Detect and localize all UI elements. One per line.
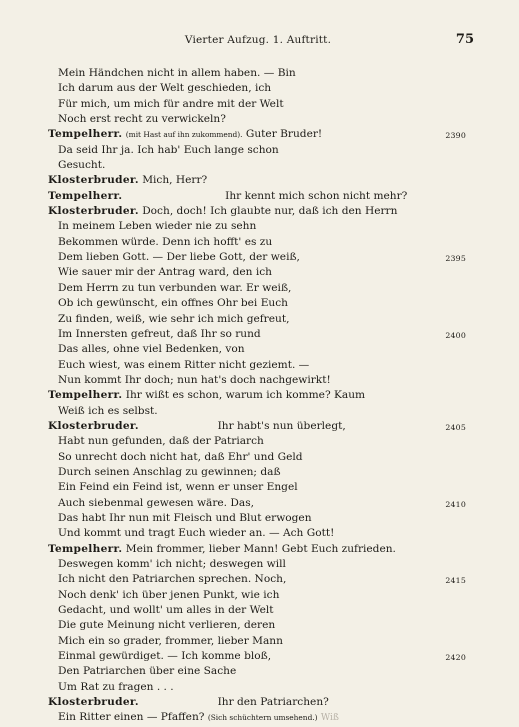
verse-line: Mich ein so grader, frommer, lieber Mann xyxy=(58,634,283,647)
running-head: Vierter Aufzug. 1. Auftritt. xyxy=(184,34,332,46)
verse-line: Durch seinen Anschlag zu gewinnen; daß xyxy=(58,465,281,478)
verse-line: Ich nicht den Patriarchen sprechen. Noch, 2415 xyxy=(48,572,468,587)
speaker-name: Tempelherr. xyxy=(48,389,123,402)
page-number: 75 xyxy=(455,32,474,47)
verse-line: Zu finden, weiß, wie sehr ich mich gefreut, xyxy=(58,312,290,325)
dialogue-text xyxy=(48,66,468,726)
speaker-name: Tempelherr. xyxy=(48,128,123,141)
verse-line: Gedacht, und wollt' um alles in der Welt xyxy=(58,604,274,617)
verse-line: Ein Ritter einen — Pfaffen? (Sich schüchtern umsehend.) Wiß xyxy=(58,711,339,724)
verse-line: Ich darum aus der Welt geschieden, ich xyxy=(58,82,272,95)
verse-line: Noch erst recht zu verwickeln? xyxy=(58,113,226,126)
line-number: 2395 xyxy=(445,254,466,264)
speaker-name: Klosterbruder. xyxy=(48,696,139,709)
verse-line: Deswegen komm' ich nicht; deswegen will xyxy=(58,558,286,570)
verse-line: In meinem Leben wieder nie zu sehn xyxy=(58,220,257,233)
verse-line: Und kommt und tragt Euch wieder an. — Ach Gott! xyxy=(58,527,335,540)
line-number: 2400 xyxy=(445,330,466,340)
verse-line: Bekommen würde. Denn ich hofft' es zu xyxy=(58,235,273,248)
stage-direction: (Sich schüchtern umsehend.) xyxy=(207,713,318,723)
speaker-name: Tempelherr. xyxy=(48,542,123,555)
verse-line: Das habt Ihr nun mit Fleisch und Blut erwogen xyxy=(58,511,312,524)
line-number: 2410 xyxy=(445,499,466,509)
line-number: 2390 xyxy=(445,131,466,141)
verse-line: Das alles, ohne viel Bedenken, von xyxy=(58,343,245,356)
verse-line: Mein Händchen nicht in allem haben. — Bin xyxy=(58,67,296,79)
speech-line: Tempelherr. Ihr kennt mich schon nicht mehr? xyxy=(48,189,408,202)
page-header xyxy=(48,32,474,50)
speech-line: Klosterbruder. Ihr den Patriarchen? xyxy=(48,696,329,709)
verse-line: Wie sauer mir der Antrag ward, den ich xyxy=(58,266,272,279)
speech-line: Tempelherr. (mit Hast auf ihn zukommend). Guter Bruder! 2390 xyxy=(48,127,468,142)
line-number: 2420 xyxy=(445,653,466,663)
verse-line: Da seid Ihr ja. Ich hab' Euch lange schon xyxy=(58,143,279,156)
faint-marginal-mark: Wiß xyxy=(320,713,339,724)
verse-line: Ob ich gewünscht, ein offnes Ohr bei Euch xyxy=(58,297,289,310)
speech-line: Tempelherr. Ihr wißt es schon, warum ich komme? Kaum xyxy=(48,389,366,402)
verse-line: Weiß ich es selbst. xyxy=(58,404,158,417)
speaker-name: Klosterbruder. xyxy=(48,174,139,187)
verse-line: Euch wiest, was einem Ritter nicht geziemt. — xyxy=(58,358,310,371)
verse-line: Nun kommt Ihr doch; nun hat's doch nachgewirkt! xyxy=(58,373,331,386)
verse-line: Noch denk' ich über jenen Punkt, wie ich xyxy=(58,588,280,601)
stage-direction: (mit Hast auf ihn zukommend). xyxy=(125,130,243,140)
speaker-name: Tempelherr. xyxy=(48,189,123,202)
verse-line: Um Rat zu fragen . . . xyxy=(58,680,174,693)
verse-line: So unrecht doch nicht hat, daß Ehr' und Geld xyxy=(58,450,303,463)
speech-line: Klosterbruder. Doch, doch! Ich glaubte nur, daß ich den Herrn xyxy=(48,205,398,218)
line-number: 2405 xyxy=(445,422,466,432)
verse-line: Gesucht. xyxy=(58,159,106,172)
speech-line: Klosterbruder. Ihr habt's nun überlegt, 2405 xyxy=(48,419,468,434)
speaker-name: Klosterbruder. xyxy=(48,205,139,218)
verse-line: Auch siebenmal gewesen wäre. Das, 2410 xyxy=(48,496,468,511)
speaker-name: Klosterbruder. xyxy=(48,419,139,432)
verse-line: Dem Herrn zu tun verbunden war. Er weiß, xyxy=(58,281,292,294)
speech-line: Klosterbruder. Mich, Herr? xyxy=(48,174,208,187)
verse-line: Dem lieben Gott. — Der liebe Gott, der weiß, 2395 xyxy=(48,250,468,265)
speech-line: Tempelherr. Mein frommer, lieber Mann! Gebt Euch zufrieden. xyxy=(48,542,396,555)
verse-line: Den Patriarchen über eine Sache xyxy=(58,665,237,678)
verse-line: Die gute Meinung nicht verlieren, deren xyxy=(58,619,276,632)
verse-line: Für mich, um mich für andre mit der Welt xyxy=(58,97,284,110)
verse-line: Im Innersten gefreut, daß Ihr so rund 2400 xyxy=(48,327,468,342)
verse-line: Einmal gewürdiget. — Ich komme bloß, 2420 xyxy=(48,649,468,664)
line-number: 2415 xyxy=(445,576,466,586)
verse-line: Ein Feind ein Feind ist, wenn er unser Engel xyxy=(58,481,298,494)
verse-line: Habt nun gefunden, daß der Patriarch xyxy=(58,435,264,448)
